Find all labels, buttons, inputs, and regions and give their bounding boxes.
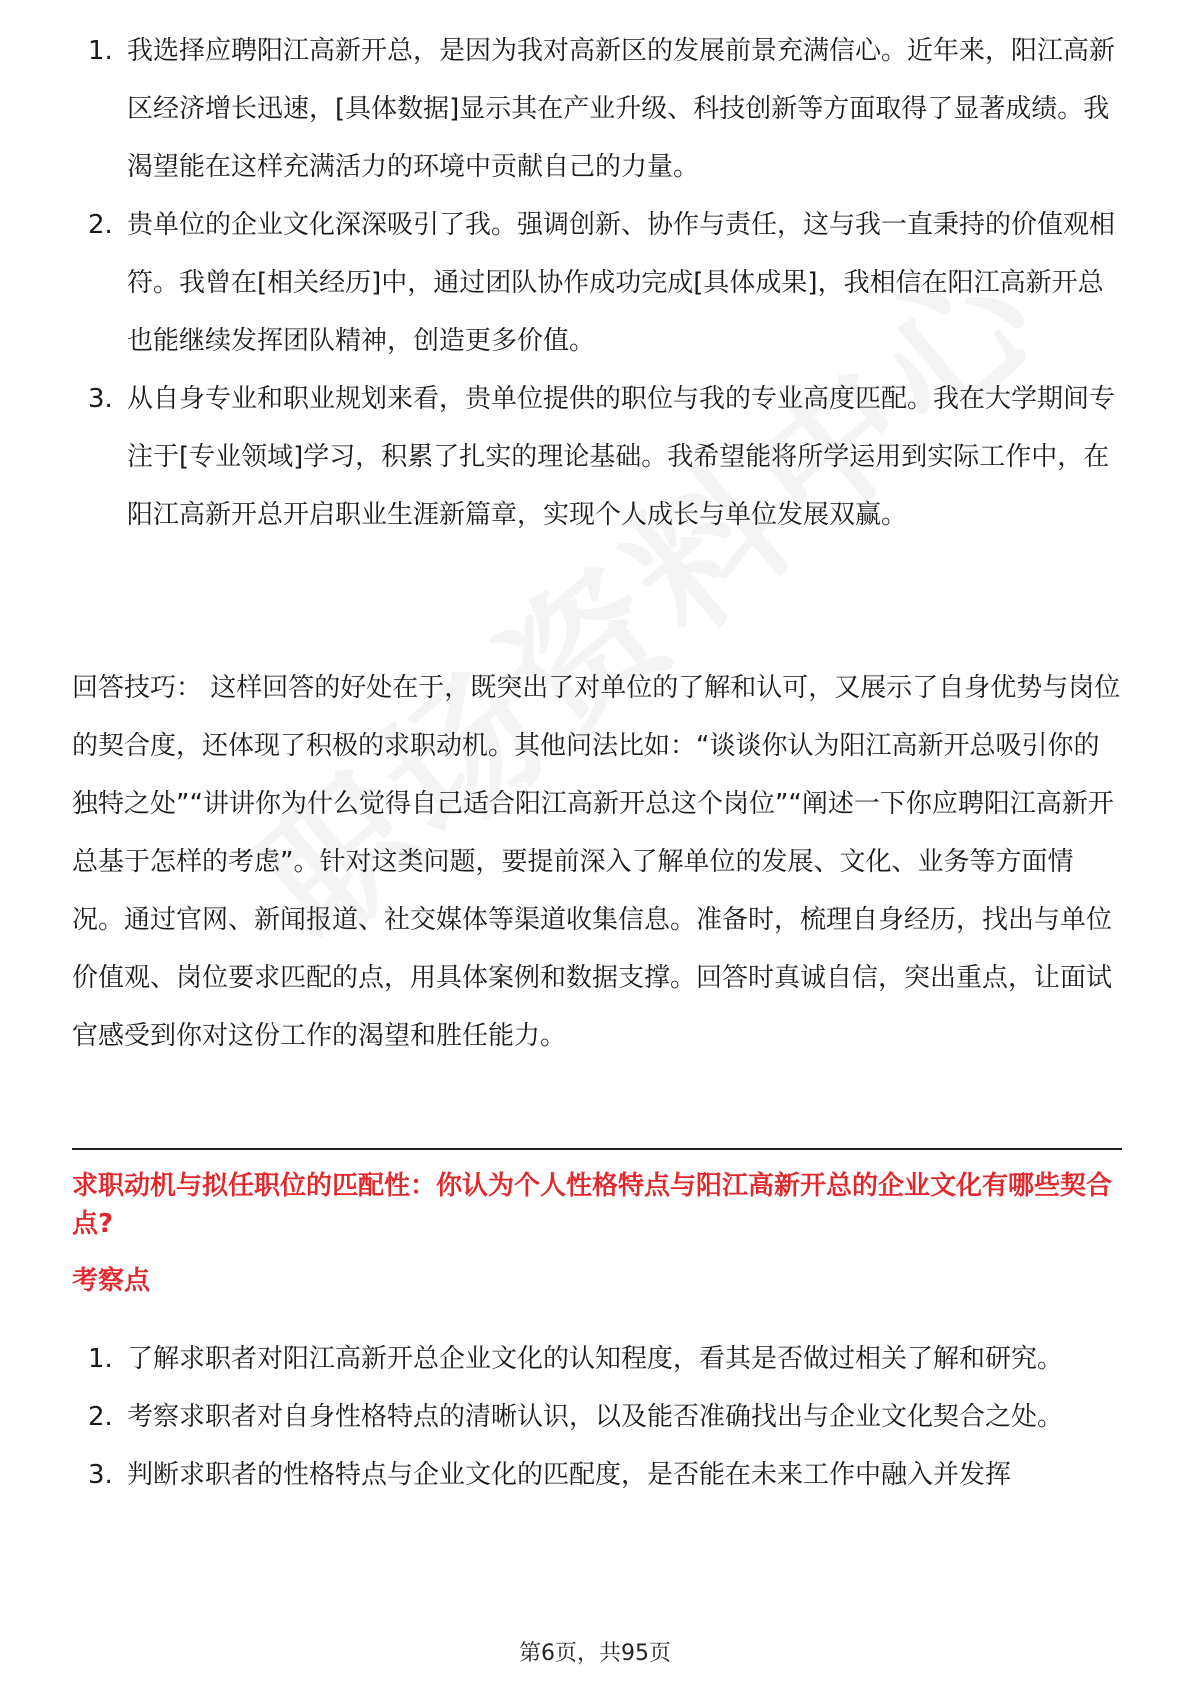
answer-list [72, 22, 1122, 544]
list-item [72, 22, 1122, 196]
list-item [72, 1330, 1122, 1388]
list-item-number: 1. [88, 1344, 113, 1374]
list-item-text: 判断求职者的性格特点与企业文化的匹配度，是否能在未来工作中融入并发挥 [127, 1460, 1012, 1490]
list-item-number: 2. [88, 210, 113, 240]
list-item-text: 从自身专业和职业规划来看，贵单位提供的职位与我的专业高度匹配。我在大学期间专注于[专业领域]学习，积累了扎实的理论基础。我希望能将所学运用到实际工作中，在阳江高新开总开启职业生涯新篇章，实现个人成长与单位发展双赢。 [127, 384, 1116, 530]
page-number: 第6页，共95页 [519, 1641, 671, 1666]
list-item-text: 了解求职者对阳江高新开总企业文化的认知程度，看其是否做过相关了解和研究。 [127, 1344, 1064, 1374]
list-item [72, 1446, 1122, 1504]
list-item [72, 370, 1122, 544]
list-item-text: 贵单位的企业文化深深吸引了我。强调创新、协作与责任，这与我一直秉持的价值观相符。我曾在[相关经历]中，通过团队协作成功完成[具体成果]，我相信在阳江高新开总也能继续发挥团队精神，创造更多价值。 [127, 210, 1116, 356]
list-item-number: 3. [88, 1460, 113, 1490]
question-title: 求职动机与拟任职位的匹配性：你认为个人性格特点与阳江高新开总的企业文化有哪些契合点? [72, 1171, 1113, 1239]
assessment-points-list [72, 1330, 1122, 1504]
list-item-number: 2. [88, 1402, 113, 1432]
list-item-text: 我选择应聘阳江高新开总，是因为我对高新区的发展前景充满信心。近年来，阳江高新区经济增长迅速，[具体数据]显示其在产业升级、科技创新等方面取得了显著成绩。我渴望能在这样充满活力的环境中贡献自己的力量。 [127, 36, 1116, 182]
list-item-text: 考察求职者对自身性格特点的清晰认识，以及能否准确找出与企业文化契合之处。 [127, 1402, 1064, 1432]
list-item [72, 1388, 1122, 1446]
list-item-number: 3. [88, 384, 113, 414]
section-label: 考察点 [72, 1266, 151, 1296]
section-divider [72, 1148, 1122, 1150]
list-item [72, 196, 1122, 370]
answer-tip-paragraph: 回答技巧： 这样回答的好处在于，既突出了对单位的了解和认可，又展示了自身优势与岗位的契合度，还体现了积极的求职动机。其他问法比如：“谈谈你认为阳江高新开总吸引你的独特之处”“讲讲你为什么觉得自己适合阳江高新开总这个岗位”“阐述一下你应聘阳江高新开总基于怎样的考虑”。针对这类问题，要提前深入了解单位的发展、文化、业务等方面情况。通过官网、新闻报道、社交媒体等渠道收集信息。准备时，梳理自身经历，找出与单位价值观、岗位要求匹配的点，用具体案例和数据支撑。回答时真诚自信，突出重点，让面试官感受到你对这份工作的渴望和胜任能力。 [72, 673, 1121, 1051]
list-item-number: 1. [88, 36, 113, 66]
